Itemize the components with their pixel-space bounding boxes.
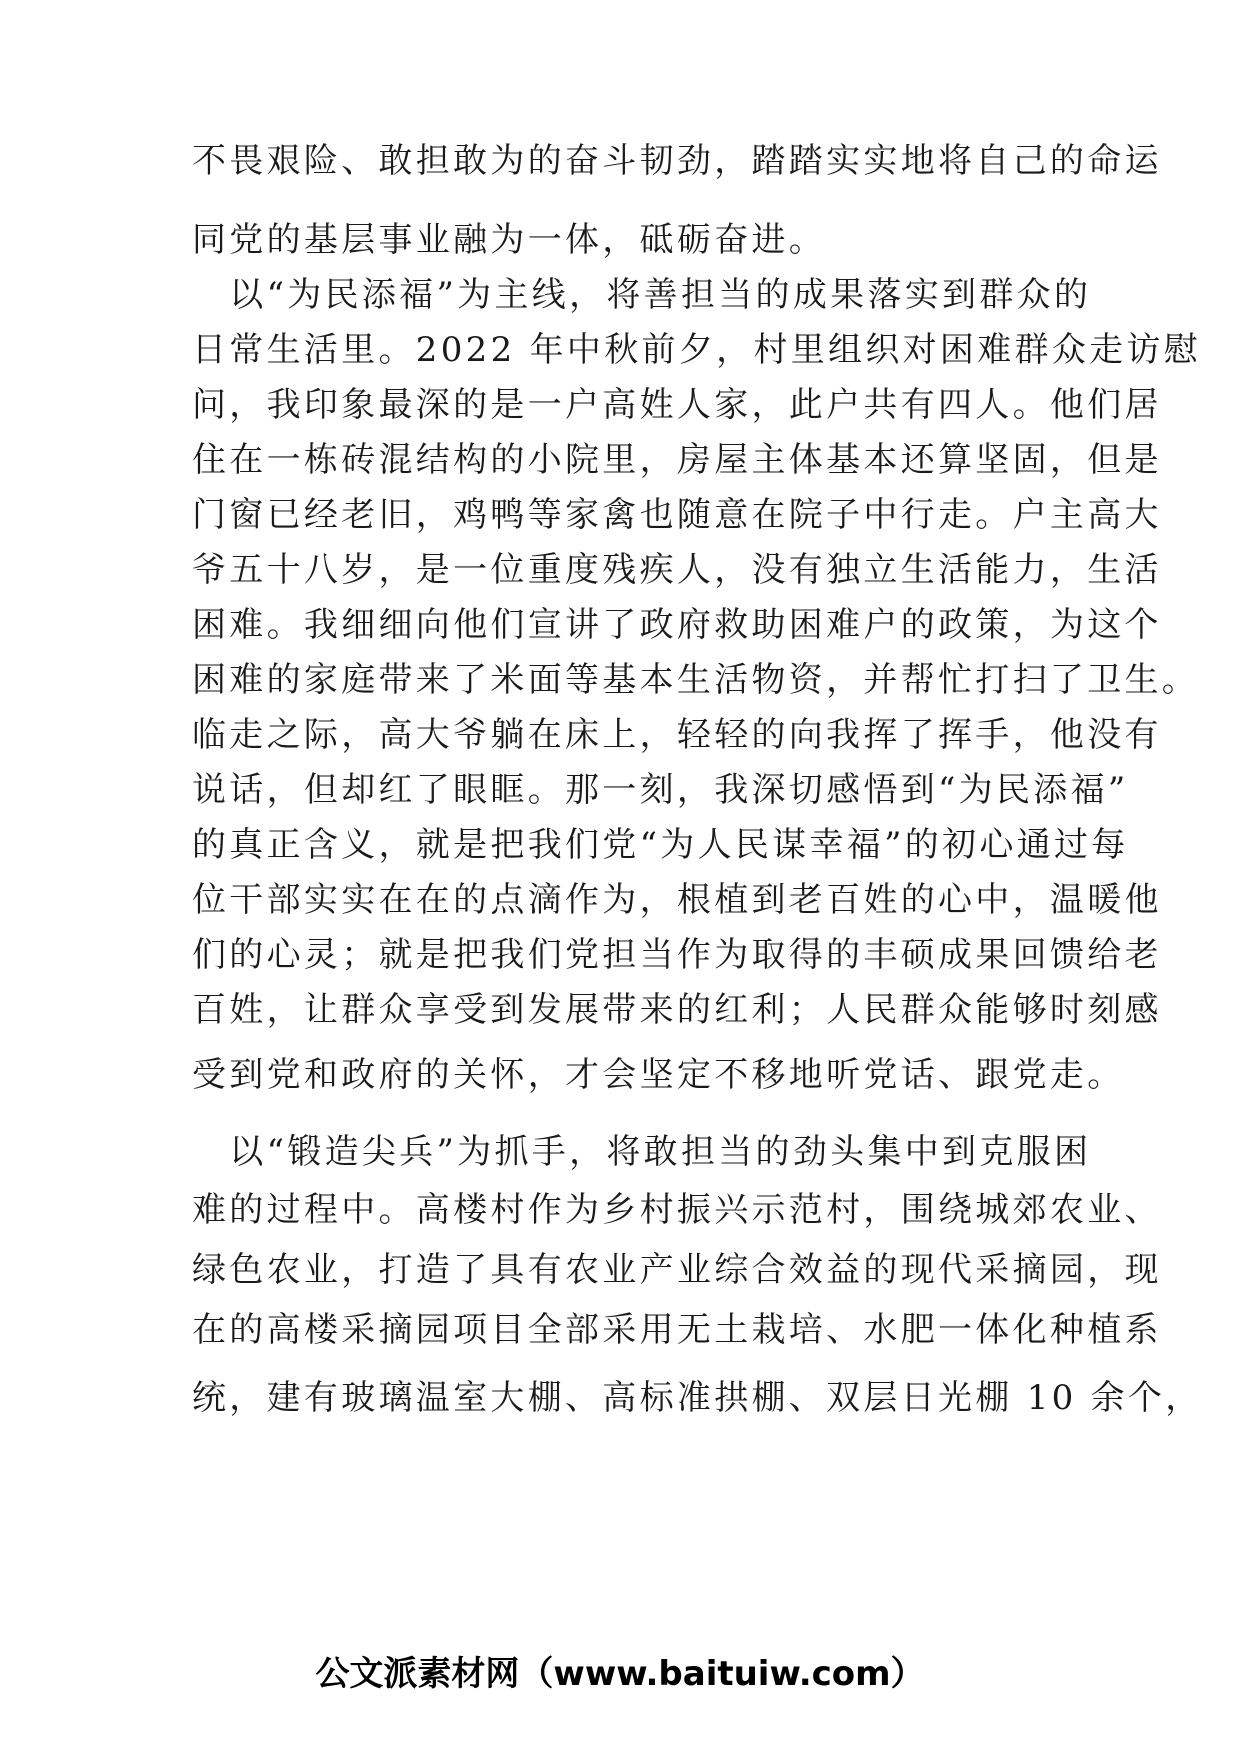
text-line-3: 以“为民添福”为主线，将善担当的成果落实到群众的: [192, 275, 1092, 315]
text-line-5: 问，我印象最深的是一户高姓人家，此户共有四人。他们居: [192, 385, 1162, 425]
text-line-15: 们的心灵；就是把我们党担当作为取得的丰硕成果回馈给老: [192, 935, 1162, 975]
text-line-14: 位干部实实在在的点滴作为，根植到老百姓的心中，温暖他: [192, 880, 1162, 920]
text-line-10: 困难的家庭带来了米面等基本生活物资，并帮忙打扫了卫生。: [192, 660, 1200, 700]
text-line-4: 日常生活里。2022 年中秋前夕，村里组织对困难群众走访慰: [192, 330, 1202, 370]
text-line-19: 难的过程中。高楼村作为乡村振兴示范村，围绕城郊农业、: [192, 1190, 1162, 1230]
text-line-2: 同党的基层事业融为一体，砥砺奋进。: [192, 220, 827, 260]
text-line-12: 说话，但却红了眼眶。那一刻，我深切感悟到“为民添福”: [192, 770, 1129, 810]
text-line-20: 绿色农业，打造了具有农业产业综合效益的现代采摘园，现: [192, 1250, 1162, 1290]
text-line-16: 百姓，让群众享受到发展带来的红利；人民群众能够时刻感: [192, 990, 1162, 1030]
text-line-1: 不畏艰险、敢担敢为的奋斗韧劲，踏踏实实地将自己的命运: [192, 141, 1162, 181]
text-line-17: 受到党和政府的关怀，才会坚定不移地听党话、跟党走。: [192, 1055, 1125, 1095]
text-line-6: 住在一栋砖混结构的小院里，房屋主体基本还算坚固，但是: [192, 440, 1162, 480]
text-line-9: 困难。我细细向他们宣讲了政府救助困难户的政策，为这个: [192, 605, 1162, 645]
text-line-7: 门窗已经老旧，鸡鸭等家禽也随意在院子中行走。户主高大: [192, 495, 1162, 535]
text-line-11: 临走之际，高大爷躺在床上，轻轻的向我挥了挥手，他没有: [192, 715, 1162, 755]
text-line-18: 以“锻造尖兵”为抓手，将敢担当的劲头集中到克服困: [192, 1132, 1092, 1172]
text-line-8: 爷五十八岁，是一位重度残疾人，没有独立生活能力，生活: [192, 550, 1162, 590]
text-line-13: 的真正含义，就是把我们党“为人民谋幸福”的初心通过每: [192, 825, 1129, 865]
text-line-21: 在的高楼采摘园项目全部采用无土栽培、水肥一体化种植系: [192, 1310, 1162, 1350]
footer-watermark: 公文派素材网（www.baituiw.com）: [315, 1654, 925, 1694]
text-line-22: 统，建有玻璃温室大棚、高标准拱棚、双层日光棚 10 余个，: [192, 1378, 1203, 1418]
